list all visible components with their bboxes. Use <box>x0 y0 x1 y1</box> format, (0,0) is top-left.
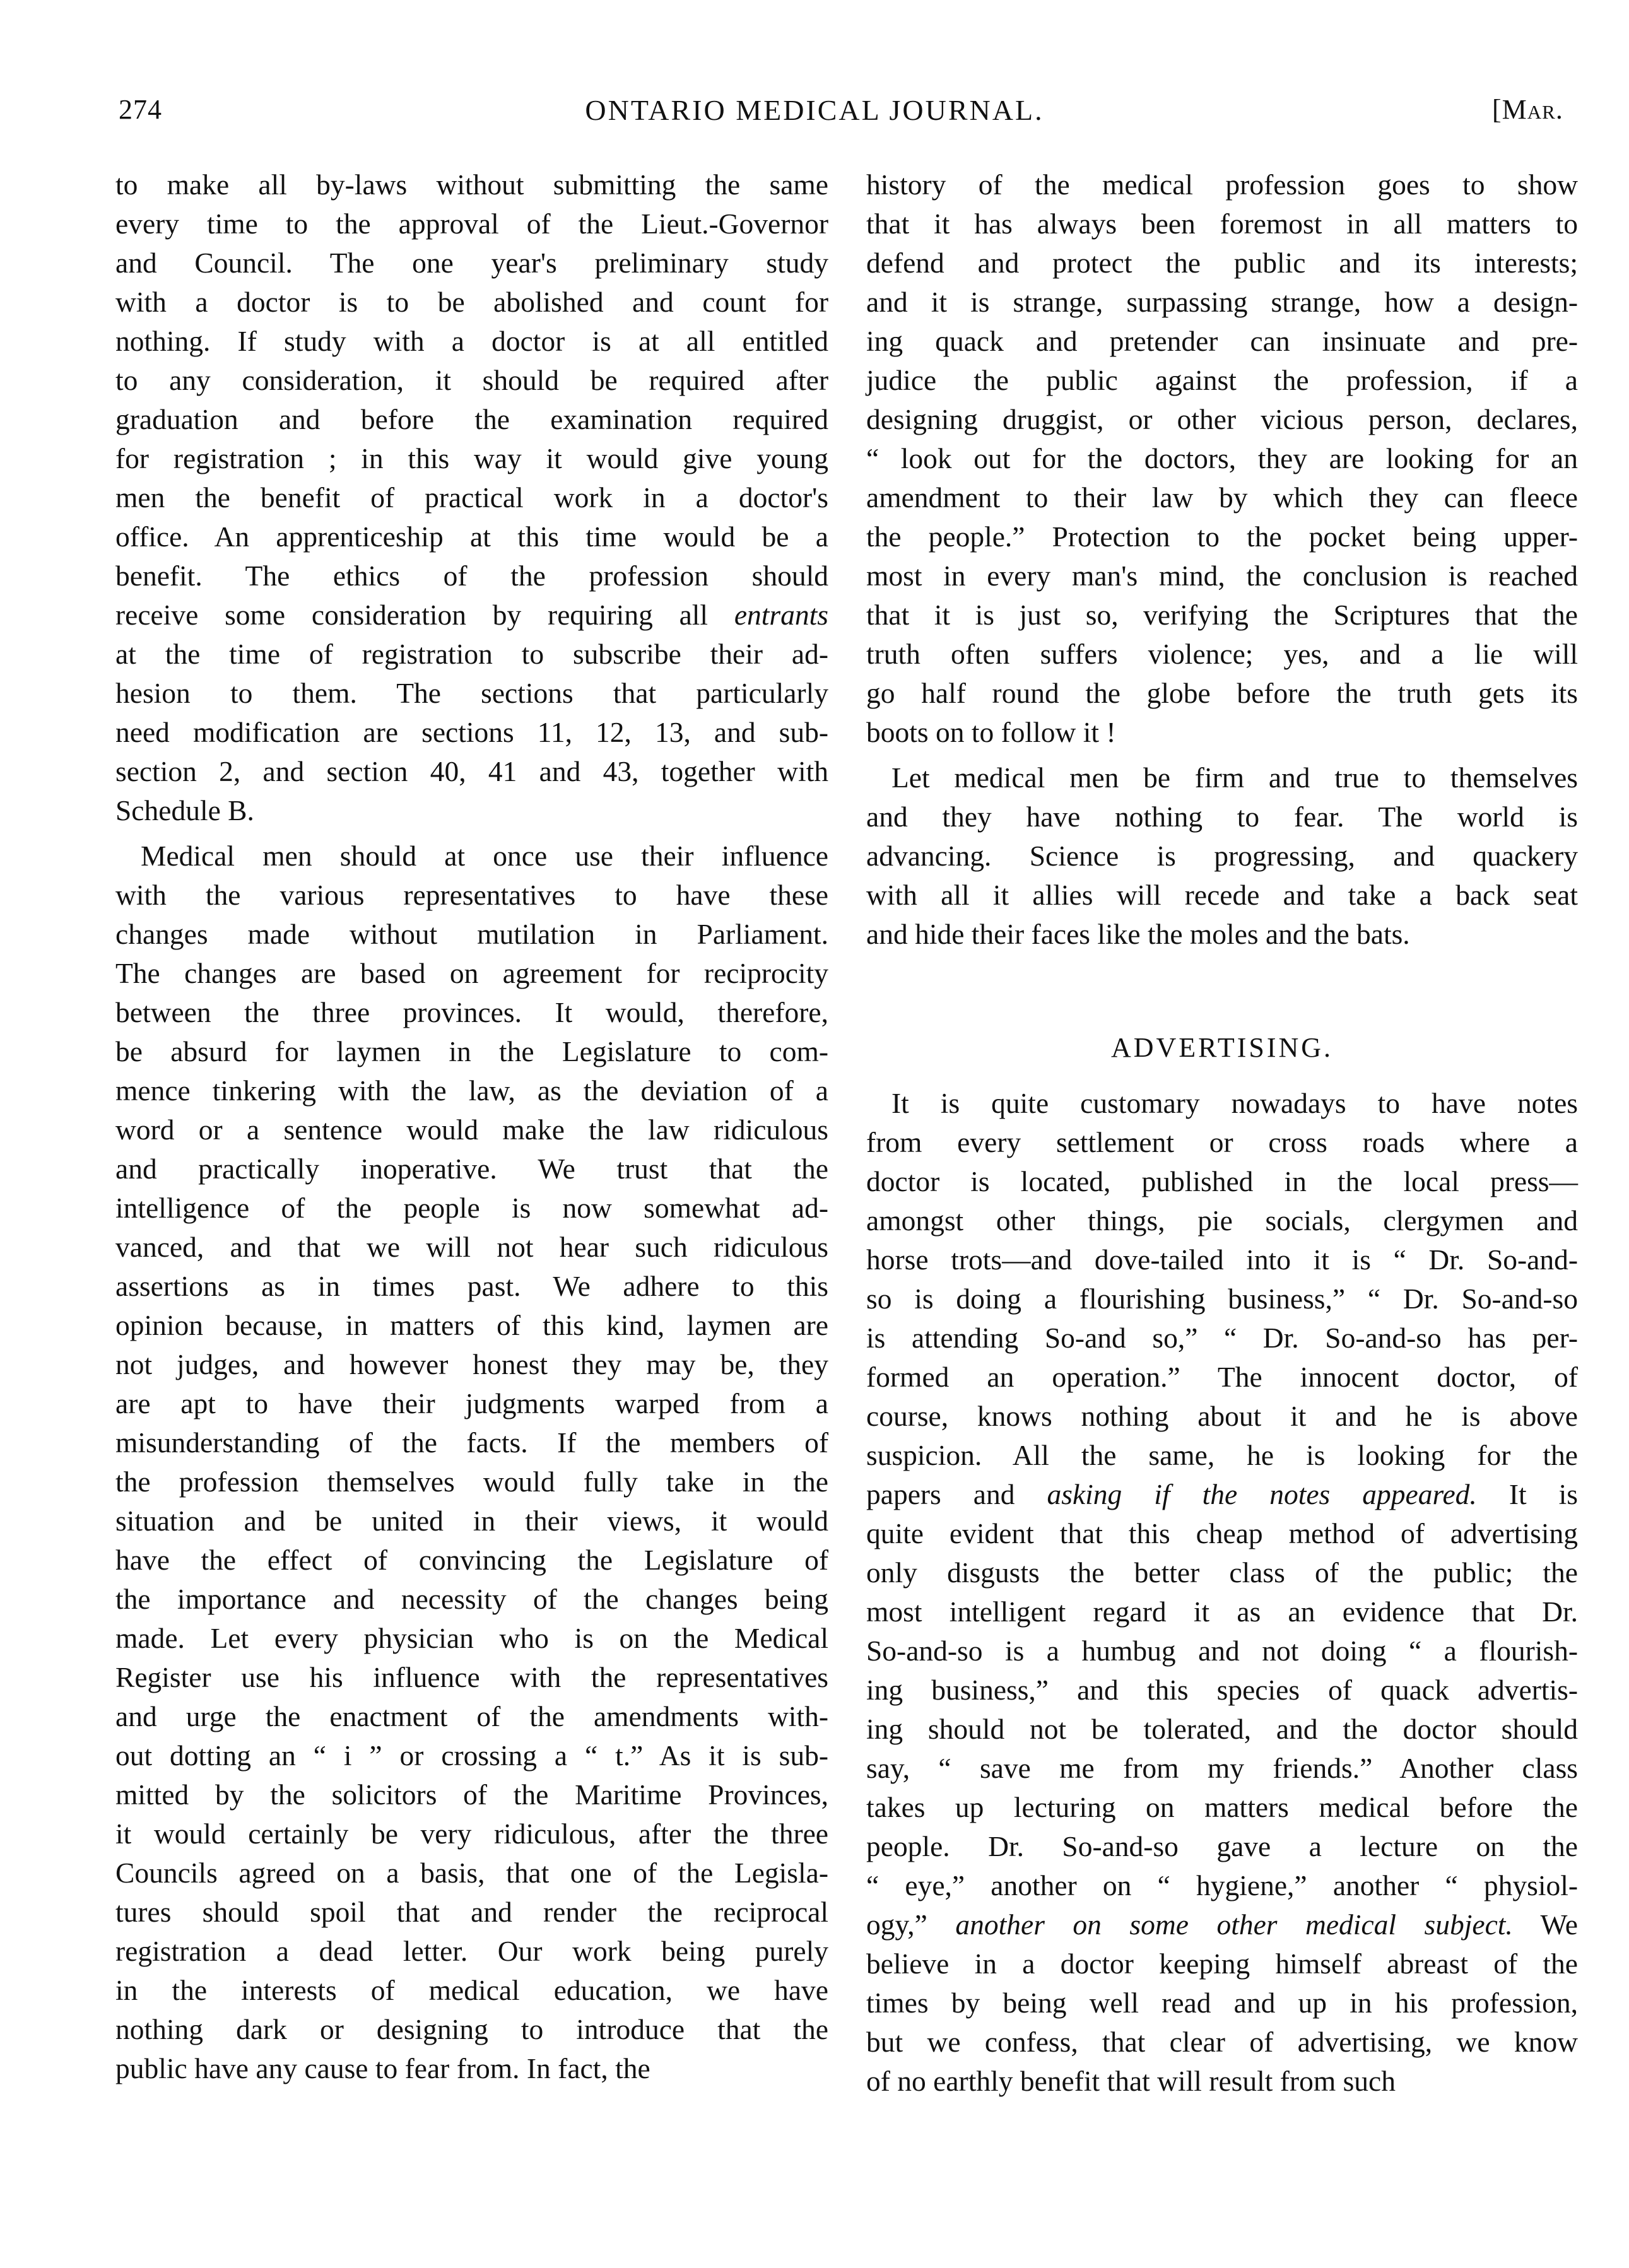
text-line: The changes are based on agreement for reciprocity <box>115 957 828 989</box>
text-line: to any consideration, it should be required after <box>115 364 828 396</box>
text-line: tures should spoil that and render the reciprocal <box>115 1896 828 1928</box>
text-line: boots on to follow it ! <box>866 716 1116 748</box>
paragraph <box>115 837 828 2088</box>
text-line: and practically inoperative. We trust that the <box>115 1153 828 1185</box>
text-line: suspicion. All the same, he is looking for the <box>866 1439 1578 1471</box>
text-line: with the various representatives to have these <box>115 879 828 911</box>
text-line: go half round the globe before the truth gets its <box>866 677 1578 709</box>
text-line: formed an operation.” The innocent doctor, of <box>866 1361 1578 1393</box>
text-line: from every settlement or cross roads where a <box>866 1126 1578 1158</box>
text-line: be absurd for laymen in the Legislature to com- <box>115 1035 828 1067</box>
text-line: ing quack and pretender can insinuate and pre- <box>866 325 1578 357</box>
text-line: and Council. The one year's preliminary study <box>115 247 828 279</box>
text-line: the importance and necessity of the changes being <box>115 1583 828 1615</box>
text-line: is attending So-and so,” “ Dr. So-and-so has per- <box>866 1322 1578 1354</box>
text-line: graduation and before the examination required <box>115 403 828 435</box>
text-line: between the three provinces. It would, therefore, <box>115 996 828 1028</box>
text-line: and it is strange, surpassing strange, how a design- <box>866 286 1578 318</box>
text-line: of no earthly benefit that will result from such <box>866 2065 1396 2097</box>
text-line: that it has always been foremost in all matters to <box>866 208 1578 240</box>
paragraph <box>866 1084 1578 2101</box>
text-line: and hide their faces like the moles and the bats. <box>866 918 1410 950</box>
text-line: at the time of registration to subscribe their ad- <box>115 638 828 670</box>
text-line: advancing. Science is progressing, and quackery <box>866 840 1578 872</box>
text-line: with all it allies will recede and take a back seat <box>866 879 1578 911</box>
paragraph <box>115 165 828 830</box>
text-line: for registration ; in this way it would give young <box>115 442 828 474</box>
text-line: that it is just so, verifying the Scriptures that the <box>866 599 1578 631</box>
text-line: judice the public against the profession, if a <box>866 364 1578 396</box>
running-header <box>0 93 1629 138</box>
text-line: section 2, and section 40, 41 and 43, together with <box>115 755 828 787</box>
text-line: but we confess, that clear of advertising, we know <box>866 2026 1578 2058</box>
text-line: situation and be united in their views, it would <box>115 1505 828 1537</box>
text-line: Register use his influence with the representatives <box>115 1661 828 1693</box>
text-line: nothing. If study with a doctor is at all entitled <box>115 325 828 357</box>
text-line: public have any cause to fear from. In fact, the <box>115 2052 650 2084</box>
text-line: most in every man's mind, the conclusion is reached <box>866 560 1578 592</box>
text-line: Councils agreed on a basis, that one of the Legisla- <box>115 1857 828 1889</box>
text-line: Medical men should at once use their influence <box>141 840 828 872</box>
paragraph <box>866 165 1578 752</box>
text-line: designing druggist, or other vicious person, declares, <box>866 403 1578 435</box>
text-line: defend and protect the public and its interests; <box>866 247 1578 279</box>
page-number: 274 <box>119 94 162 125</box>
text-line: have the effect of convincing the Legislature of <box>115 1544 828 1576</box>
text-line: to make all by-laws without submitting the same <box>115 168 828 201</box>
text-line: ing business,” and this species of quack advertis- <box>866 1674 1578 1706</box>
text-line: office. An apprenticeship at this time would be a <box>115 520 828 553</box>
text-line: ing should not be tolerated, and the doctor should <box>866 1713 1578 1745</box>
text-line: benefit. The ethics of the profession should <box>115 560 828 592</box>
text-line: people. Dr. So-and-so gave a lecture on the <box>866 1830 1578 1862</box>
text-line: times by being well read and up in his profession, <box>866 1987 1578 2019</box>
text-line: are apt to have their judgments warped from a <box>115 1387 828 1419</box>
text-line: receive some consideration by requiring all entrants <box>115 599 828 631</box>
text-line: men the benefit of practical work in a doctor's <box>115 481 828 514</box>
paragraph <box>866 758 1578 954</box>
text-line: papers and asking if the notes appeared. It is <box>866 1478 1578 1510</box>
text-line: most intelligent regard it as an evidence that Dr. <box>866 1595 1578 1628</box>
text-line: “ look out for the doctors, they are looking for an <box>866 442 1578 474</box>
text-line: so is doing a flourishing business,” “ Dr. So-and-so <box>866 1283 1578 1315</box>
left-column <box>115 165 828 2088</box>
text-line: takes up lecturing on matters medical before the <box>866 1791 1578 1823</box>
text-line: “ eye,” another on “ hygiene,” another “ physiol- <box>866 1869 1578 1901</box>
text-line: and urge the enactment of the amendments with- <box>115 1700 828 1732</box>
text-line: and they have nothing to fear. The world is <box>866 801 1578 833</box>
text-line: horse trots—and dove-tailed into it is “ Dr. So-and- <box>866 1243 1578 1276</box>
text-line: Let medical men be firm and true to themselves <box>891 761 1578 794</box>
text-line: assertions as in times past. We adhere to this <box>115 1270 828 1302</box>
text-line: hesion to them. The sections that particularly <box>115 677 828 709</box>
text-line: mitted by the solicitors of the Maritime Provinces, <box>115 1778 828 1811</box>
text-line: need modification are sections 11, 12, 13, and sub- <box>115 716 828 748</box>
text-line: amendment to their law by which they can fleece <box>866 481 1578 514</box>
text-line: only disgusts the better class of the public; the <box>866 1556 1578 1589</box>
text-line: course, knows nothing about it and he is above <box>866 1400 1578 1432</box>
text-line: word or a sentence would make the law ridiculous <box>115 1113 828 1146</box>
text-line: not judges, and however honest they may be, they <box>115 1348 828 1380</box>
text-line: with a doctor is to be abolished and count for <box>115 286 828 318</box>
issue-month: [Mar. <box>1492 94 1563 125</box>
text-line: it would certainly be very ridiculous, after the three <box>115 1818 828 1850</box>
text-line: quite evident that this cheap method of advertising <box>866 1517 1578 1549</box>
text-line: opinion because, in matters of this kind, laymen are <box>115 1309 828 1341</box>
text-line: the people.” Protection to the pocket being upper- <box>866 520 1578 553</box>
text-line: So-and-so is a humbug and not doing “ a flourish- <box>866 1635 1578 1667</box>
text-line: vanced, and that we will not hear such ridiculous <box>115 1231 828 1263</box>
text-line: intelligence of the people is now somewhat ad- <box>115 1192 828 1224</box>
text-line: every time to the approval of the Lieut.-Governor <box>115 208 828 240</box>
section-heading-advertising: ADVERTISING. <box>1110 1032 1334 1063</box>
text-line: registration a dead letter. Our work being purely <box>115 1935 828 1967</box>
text-line: It is quite customary nowadays to have notes <box>891 1087 1578 1119</box>
right-column <box>866 165 1578 2101</box>
text-line: amongst other things, pie socials, clergymen and <box>866 1204 1578 1237</box>
text-line: in the interests of medical education, we have <box>115 1974 828 2006</box>
text-line: the profession themselves would fully take in the <box>115 1466 828 1498</box>
text-line: truth often suffers violence; yes, and a lie will <box>866 638 1578 670</box>
text-line: made. Let every physician who is on the Medical <box>115 1622 828 1654</box>
text-line: nothing dark or designing to introduce that the <box>115 2013 828 2045</box>
text-line: Schedule B. <box>115 794 254 826</box>
text-line: believe in a doctor keeping himself abreast of the <box>866 1948 1578 1980</box>
text-line: changes made without mutilation in Parliament. <box>115 918 828 950</box>
text-line: misunderstanding of the facts. If the members of <box>115 1426 828 1459</box>
journal-title: ONTARIO MEDICAL JOURNAL. <box>585 94 1044 126</box>
text-line: say, “ save me from my friends.” Another class <box>866 1752 1578 1784</box>
text-line: history of the medical profession goes to show <box>866 168 1578 201</box>
text-line: ogy,” another on some other medical subject. We <box>866 1908 1578 1941</box>
text-line: doctor is located, published in the local press— <box>866 1165 1578 1197</box>
text-line: out dotting an “ i ” or crossing a “ t.” As it is sub- <box>115 1739 828 1772</box>
text-line: mence tinkering with the law, as the deviation of a <box>115 1074 828 1107</box>
